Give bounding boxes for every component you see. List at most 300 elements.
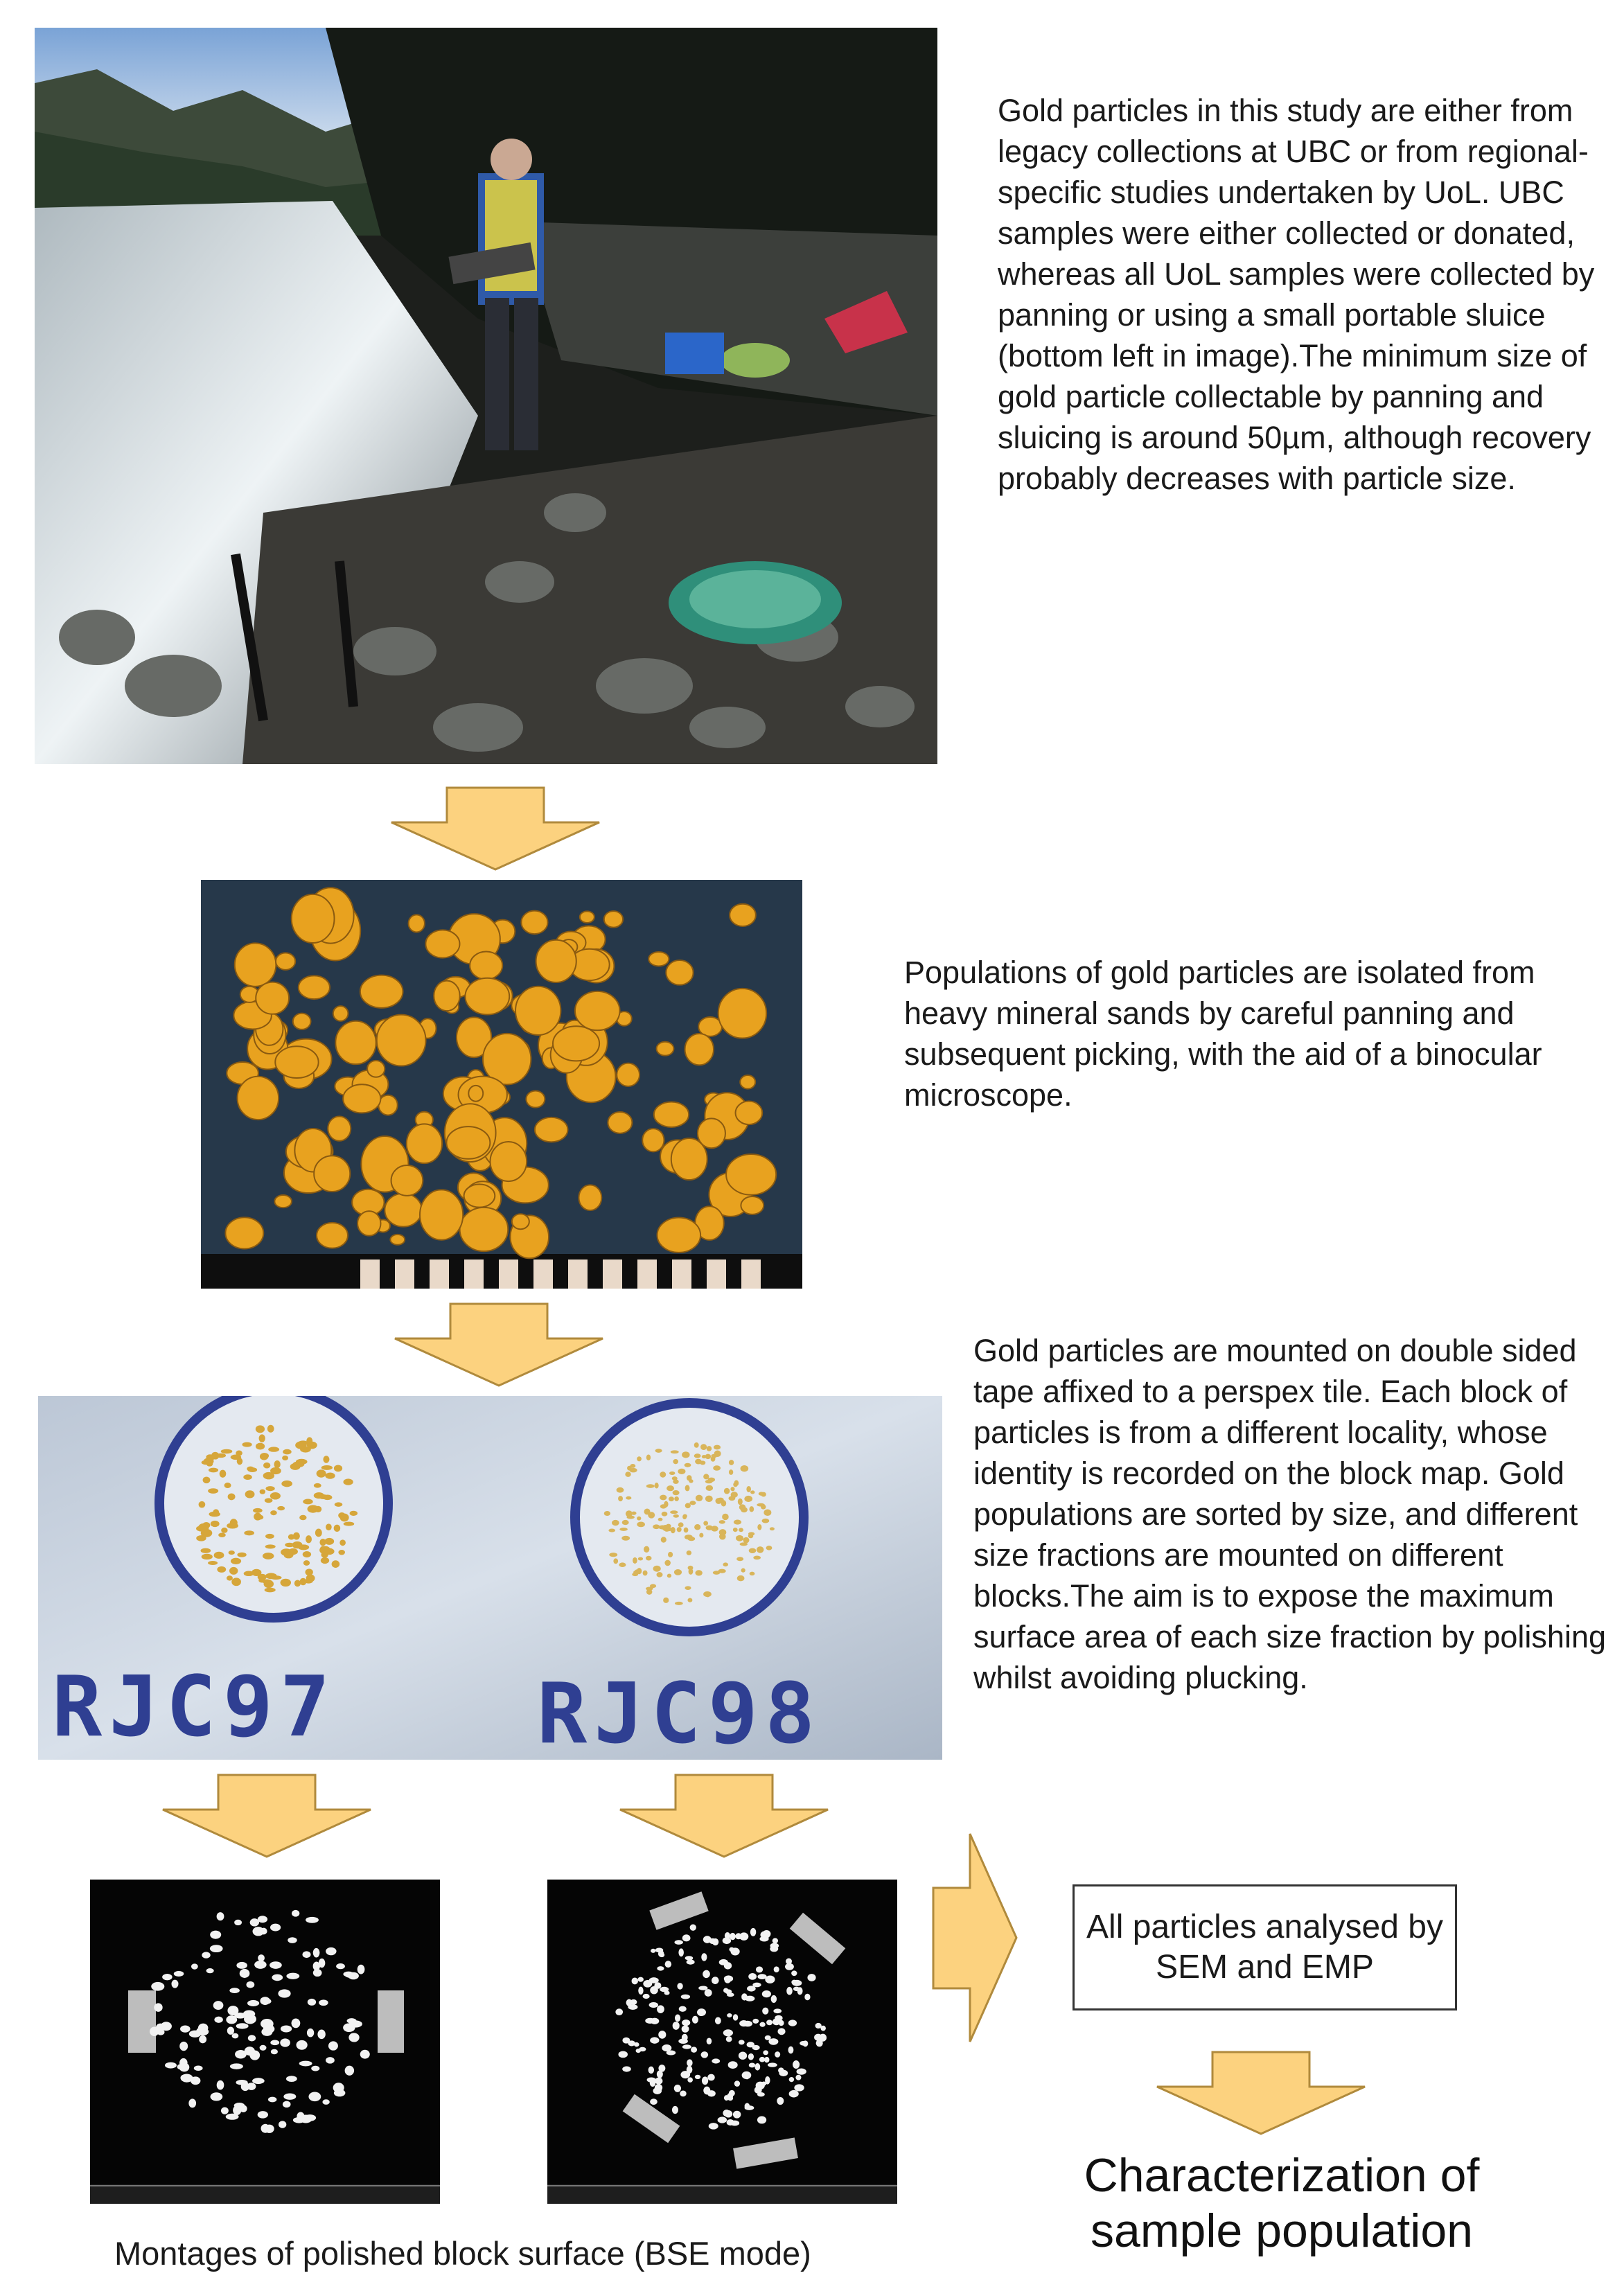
particle	[199, 2035, 206, 2043]
particle	[741, 1993, 748, 2000]
particle	[816, 2040, 823, 2047]
particle	[214, 2017, 222, 2023]
particle	[739, 2040, 745, 2044]
particle	[709, 2123, 718, 2130]
particle	[681, 1995, 690, 1999]
scale-tick	[568, 1260, 588, 1289]
particle	[217, 1912, 224, 1920]
particle	[258, 1916, 267, 1923]
gold-nugget	[512, 1214, 529, 1229]
analysis-box-text: All particles analysed by SEM and EMP	[1086, 1909, 1443, 1986]
particle	[230, 1519, 238, 1526]
particle	[215, 1453, 226, 1458]
particle	[703, 1970, 710, 1978]
particle	[785, 1963, 794, 1970]
gold-nugget	[491, 1142, 527, 1181]
particle	[729, 1947, 734, 1952]
perspex-tile-photo	[38, 1396, 942, 1760]
particle	[629, 1468, 637, 1473]
particle	[270, 2040, 279, 2046]
particle	[739, 1504, 745, 1510]
gold-nugget	[343, 1084, 380, 1113]
particle	[765, 1975, 775, 1983]
particle	[315, 1529, 322, 1537]
particle	[664, 1560, 671, 1566]
particle	[637, 1456, 642, 1461]
gold-nugget	[328, 1116, 351, 1140]
particle	[668, 1552, 673, 1557]
particle	[698, 1986, 707, 1990]
particle	[748, 2053, 754, 2060]
particle	[749, 1548, 757, 1553]
particle	[263, 1553, 274, 1559]
particle	[256, 1443, 265, 1450]
particle	[739, 2020, 748, 2026]
gold-nugget	[377, 1015, 426, 1066]
particle	[345, 1972, 357, 1978]
particle	[658, 1526, 667, 1530]
gold-nugget	[299, 975, 330, 999]
particle	[703, 1591, 712, 1597]
particle	[682, 2020, 690, 2026]
particle	[788, 2047, 794, 2054]
particle	[752, 2045, 759, 2050]
particle	[252, 2078, 265, 2084]
particle	[254, 1961, 267, 1969]
particle	[777, 2028, 785, 2035]
particle	[734, 2080, 740, 2087]
scale-tick	[499, 1260, 518, 1289]
particle	[259, 1434, 265, 1442]
particle	[786, 1987, 793, 1995]
particle	[637, 1521, 645, 1527]
particle	[622, 2067, 631, 2072]
particle	[773, 2018, 780, 2025]
block-label-rjc98: RJC98	[537, 1666, 822, 1760]
particle	[743, 1537, 750, 1544]
particle	[227, 2027, 234, 2035]
particle	[191, 1963, 198, 1969]
particle	[791, 1980, 797, 1985]
particle	[336, 1963, 345, 1969]
particle	[261, 2028, 272, 2036]
particle	[632, 1977, 638, 1984]
particle	[660, 1472, 666, 1478]
particle	[293, 1461, 305, 1467]
particle	[725, 1932, 730, 1939]
particle	[226, 2114, 239, 2120]
gold-nugget	[575, 991, 620, 1030]
particle	[794, 2084, 804, 2091]
particle	[723, 1562, 728, 1566]
particle	[736, 1557, 743, 1561]
particle	[701, 1953, 707, 1961]
particle	[718, 2116, 727, 2123]
particle	[615, 2008, 623, 2015]
particle	[685, 1463, 691, 1467]
particle	[199, 1501, 206, 1508]
particle	[282, 1456, 288, 1460]
particle	[728, 2061, 738, 2069]
particle	[694, 1453, 701, 1458]
gold-nugget	[420, 1190, 463, 1239]
particle	[690, 1924, 696, 1930]
particle	[326, 1523, 332, 1530]
particle	[655, 1483, 659, 1488]
particle	[756, 2082, 765, 2089]
gold-nugget	[740, 1075, 755, 1089]
particle	[750, 1572, 755, 1575]
particle	[156, 2024, 165, 2032]
gold-nugget	[225, 1217, 263, 1248]
particle	[292, 2019, 301, 2029]
particle	[209, 1468, 218, 1473]
particle	[328, 2041, 338, 2050]
particle	[727, 2093, 733, 2099]
scale-tick	[395, 1260, 414, 1289]
particle	[344, 1521, 355, 1526]
particle	[730, 1933, 736, 1940]
particle	[636, 2049, 641, 2053]
particle	[687, 2059, 692, 2066]
particle	[741, 1465, 749, 1472]
particle	[286, 2076, 297, 2082]
gold-nugget	[470, 951, 502, 979]
particle	[774, 1966, 779, 1972]
particle	[277, 1506, 285, 1510]
scale-tick	[464, 1260, 484, 1289]
particle	[694, 1524, 700, 1530]
particle	[317, 2030, 325, 2040]
particle	[703, 2087, 710, 2095]
particle	[739, 1934, 746, 1940]
scale-tick	[360, 1260, 380, 1289]
particle	[764, 1509, 771, 1516]
particle	[797, 2069, 806, 2075]
scale-tick	[430, 1260, 449, 1289]
collection-description: Gold particles in this study are either from legacy collections at UBC or from regional- specific studies undertaken by UoL. UBC samples were either collected or donated, whereas all UoL samples were collected by panning or using a small portable sluice (bottom left in image).The minimum size of gold particle collectable by panning and sluicing is around 50µm, although recovery probably decreases with particle size.	[998, 93, 1595, 496]
particle	[705, 1989, 712, 1997]
particle	[748, 1532, 754, 1535]
gold-nugget	[736, 1102, 763, 1125]
particle	[260, 1490, 265, 1494]
particle	[733, 2111, 741, 2119]
bse-montage-right	[547, 1880, 897, 2204]
particle	[209, 1512, 220, 1517]
particle	[655, 2084, 662, 2092]
particle	[695, 1459, 702, 1465]
particle	[680, 2071, 690, 2078]
particle	[265, 1486, 274, 1491]
particle	[270, 1961, 282, 1969]
particle	[754, 2063, 760, 2071]
particle	[231, 1558, 241, 1564]
gold-nugget	[718, 989, 766, 1039]
particle	[313, 1948, 320, 1958]
particle	[343, 2023, 355, 2032]
particle	[247, 1467, 257, 1472]
particle	[274, 1460, 281, 1468]
particle	[227, 2006, 238, 2015]
particle	[196, 1526, 207, 1532]
particle	[770, 1527, 775, 1530]
particle	[775, 2051, 780, 2058]
particle	[265, 1573, 277, 1579]
particle	[705, 1454, 712, 1460]
particle	[319, 1959, 326, 1968]
particle	[763, 2050, 768, 2055]
particle	[314, 1483, 321, 1488]
particle	[750, 1928, 756, 1936]
gold-nugget	[580, 911, 594, 923]
particle	[788, 2020, 797, 2026]
gold-nugget	[275, 1046, 318, 1078]
particle	[658, 1518, 663, 1521]
particle	[685, 1535, 693, 1539]
particle	[713, 1571, 721, 1575]
particle	[608, 1529, 615, 1532]
particle	[267, 1425, 274, 1433]
particle	[741, 1568, 745, 1573]
particle	[702, 2076, 708, 2085]
particle	[752, 1983, 761, 1988]
particle	[739, 1528, 743, 1532]
particle	[335, 1502, 342, 1507]
particle	[226, 2015, 237, 2024]
particle	[250, 1918, 259, 1926]
particle	[633, 1557, 637, 1564]
down-arrow-icon	[388, 786, 603, 871]
particle	[347, 2018, 357, 2024]
particle	[231, 1454, 241, 1460]
particle	[281, 2025, 292, 2032]
particle	[272, 1974, 283, 1981]
particle	[345, 2066, 354, 2076]
particle	[221, 1449, 233, 1453]
particle	[278, 1989, 290, 1997]
particle	[306, 1437, 312, 1444]
particle	[752, 2019, 759, 2024]
particle	[762, 1519, 770, 1523]
particle	[340, 1514, 349, 1522]
particle	[320, 1546, 326, 1553]
gold-nugget	[293, 1014, 311, 1029]
particle	[745, 2103, 750, 2110]
particle	[343, 1478, 353, 1485]
particle	[280, 2038, 290, 2047]
particle	[236, 2023, 249, 2029]
particle	[671, 1450, 679, 1453]
particle	[749, 1506, 754, 1512]
particle	[674, 1569, 682, 1575]
particle	[294, 1580, 301, 1587]
particle	[217, 2080, 224, 2090]
particle	[229, 1550, 235, 1555]
particle	[789, 2090, 799, 2098]
gold-nugget	[434, 981, 459, 1011]
particle	[194, 2065, 203, 2071]
particle	[306, 1917, 319, 1923]
particle	[229, 1567, 238, 1575]
particle	[685, 1956, 694, 1960]
particle	[247, 2000, 259, 2006]
particle	[697, 2008, 706, 2016]
particle	[304, 1579, 312, 1584]
particle	[793, 2060, 800, 2069]
particle	[657, 1966, 664, 1970]
gold-nugget	[317, 1223, 348, 1248]
particle	[667, 1574, 671, 1578]
particle	[712, 1977, 719, 1984]
particle	[613, 1558, 618, 1564]
particle	[619, 1562, 626, 1567]
particle	[663, 1598, 669, 1603]
particle	[762, 2008, 768, 2015]
gold-nugget	[292, 894, 335, 943]
particle	[673, 1479, 678, 1484]
particle	[759, 1936, 768, 1942]
particle	[308, 1999, 316, 2006]
gold-nugget	[446, 1126, 490, 1159]
particle	[243, 1474, 252, 1480]
particle	[753, 1555, 761, 1559]
particle	[321, 1557, 329, 1564]
particle	[685, 1503, 691, 1508]
scale-tick	[533, 1260, 553, 1289]
particle	[649, 2002, 658, 2008]
gold-nugget	[391, 1165, 423, 1196]
particle	[638, 1557, 643, 1561]
particle	[759, 2022, 765, 2027]
particle	[651, 1949, 655, 1953]
particle	[674, 2085, 681, 2092]
particle	[217, 1566, 226, 1573]
particle	[295, 1442, 307, 1449]
particle	[768, 2038, 778, 2045]
particle	[229, 1988, 240, 1993]
mounting-description: Gold particles are mounted on double sided tape affixed to a perspex tile. Each block of particles is from a different locality, whose identity is recorded on the block map. Gold populations are sorted by size, and different size fractions are mounted on different blocks.The aim is to expose the maximum surface area of each size fraction by polishing whilst avoiding plucking.	[973, 1333, 1607, 1695]
particle	[736, 1535, 743, 1541]
particle	[703, 1474, 709, 1479]
particle	[218, 1532, 226, 1537]
particle	[705, 1496, 713, 1502]
particle	[638, 1987, 643, 1995]
gold-nugget	[642, 1129, 664, 1151]
particle	[311, 2066, 319, 2071]
particle	[609, 1553, 617, 1557]
particle	[281, 1579, 292, 1587]
gold-nugget	[648, 952, 669, 966]
gold-nugget	[358, 1211, 380, 1235]
particle	[815, 2023, 821, 2029]
particle	[224, 1483, 231, 1488]
particle	[265, 1544, 276, 1548]
particle	[684, 1528, 689, 1533]
particle	[682, 2025, 689, 2032]
particle	[604, 1511, 610, 1516]
particle	[256, 1425, 265, 1433]
gold-nugget	[535, 1117, 568, 1142]
particle	[181, 2074, 193, 2083]
particle	[334, 1525, 341, 1532]
particle	[687, 2077, 693, 2082]
particle	[675, 2015, 680, 2022]
particle	[714, 1451, 721, 1458]
particle	[213, 2001, 224, 2010]
particle	[658, 2065, 665, 2072]
block-label-rjc97: RJC97	[52, 1659, 337, 1756]
particle	[674, 1496, 679, 1501]
particle	[643, 1571, 648, 1576]
particle	[237, 1553, 246, 1557]
particle	[800, 2041, 806, 2046]
particle	[646, 1455, 651, 1461]
particle	[268, 1447, 279, 1451]
particle	[706, 1526, 714, 1530]
scale-tick	[741, 1260, 761, 1289]
particle	[248, 2035, 256, 2041]
particle	[689, 1479, 693, 1483]
particle	[303, 1560, 310, 1566]
particle	[719, 1959, 728, 1965]
particle	[306, 1535, 312, 1543]
particle	[262, 1580, 272, 1584]
particle	[670, 1510, 678, 1514]
particle	[625, 1472, 630, 1477]
particle	[699, 1533, 703, 1538]
particle	[716, 1498, 722, 1504]
particle	[667, 2050, 676, 2055]
particle	[612, 1520, 619, 1526]
particle	[626, 1999, 633, 2006]
gold-nugget	[238, 1077, 279, 1120]
particle	[202, 1952, 210, 1958]
particle	[722, 1514, 729, 1520]
particle	[689, 1501, 696, 1505]
particle	[360, 2050, 370, 2059]
particle	[283, 2101, 291, 2108]
particle	[678, 1522, 684, 1527]
right-arrow-icon	[932, 1832, 1018, 2044]
particle	[325, 1473, 335, 1479]
particle	[682, 1514, 687, 1519]
particle	[338, 1550, 345, 1555]
particle	[672, 2106, 678, 2114]
particle	[265, 1498, 273, 1503]
particle	[321, 1465, 333, 1470]
particle	[674, 1940, 682, 1945]
particle	[154, 2003, 162, 2011]
gold-nugget	[617, 1063, 639, 1086]
particle	[650, 1986, 658, 1994]
gold-nugget	[604, 911, 623, 928]
particle	[700, 1444, 707, 1450]
particle	[779, 2070, 788, 2076]
gold-nugget	[425, 930, 459, 957]
particle	[326, 2057, 335, 2064]
particle	[761, 1505, 766, 1510]
isolation-description: Populations of gold particles are isolated from heavy mineral sands by careful panning and subsequent picking, with the aid of a binocular microscope.	[904, 955, 1542, 1113]
gold-nugget	[553, 1026, 599, 1061]
particle	[621, 1536, 630, 1541]
particle	[682, 1934, 691, 1941]
particle	[303, 1551, 311, 1557]
particle	[203, 1476, 211, 1483]
particle	[230, 2063, 243, 2069]
particle	[618, 2051, 628, 2058]
particle	[334, 1465, 342, 1472]
particle	[729, 1460, 734, 1465]
